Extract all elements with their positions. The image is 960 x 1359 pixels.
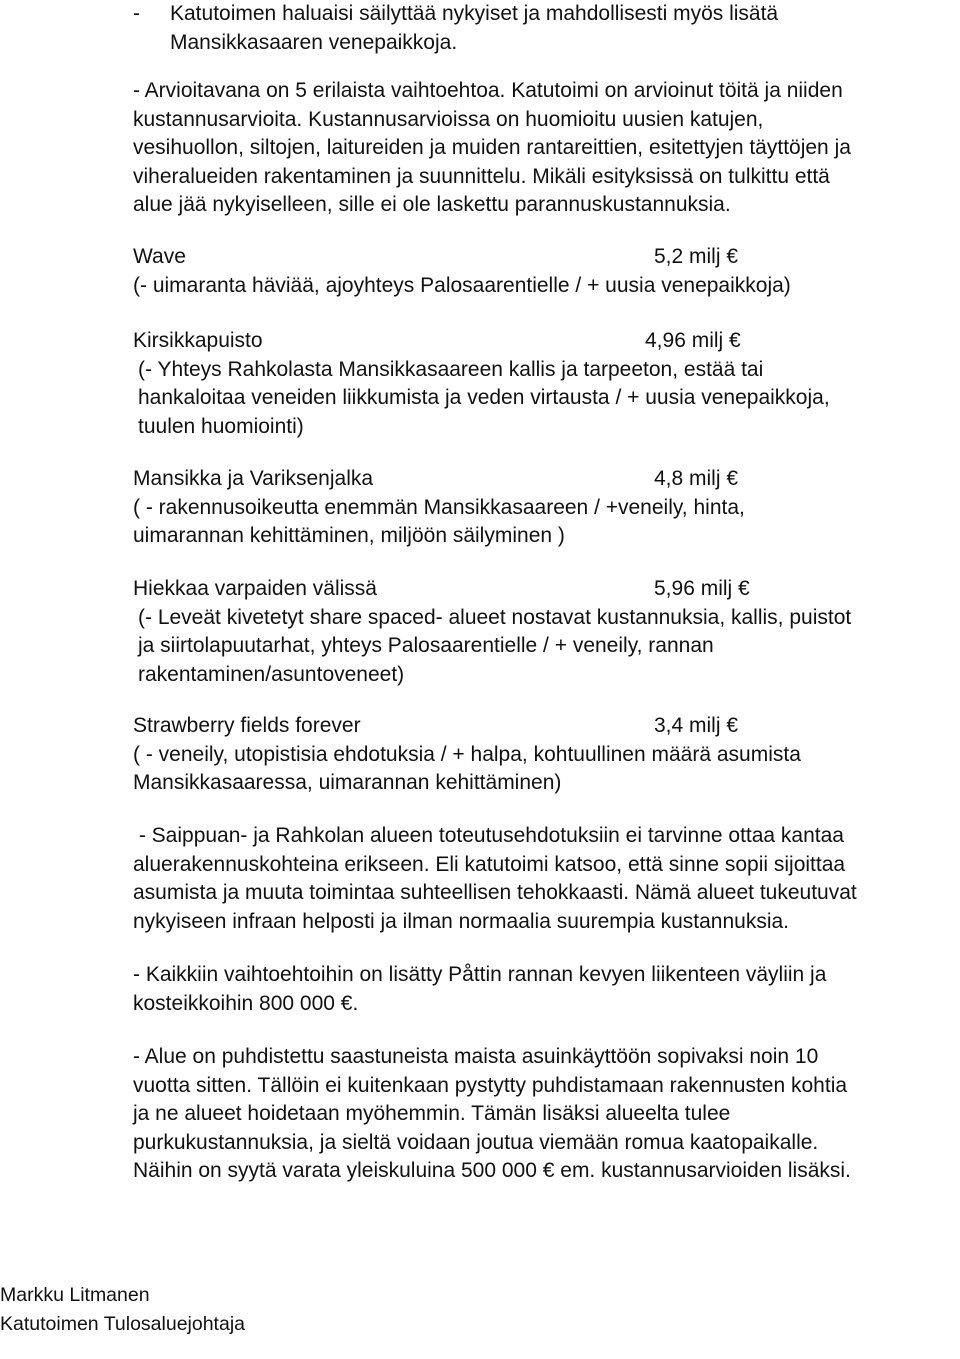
patti-paragraph [133, 961, 960, 1018]
option-cost: 5,96 milj € [654, 577, 750, 600]
option-cost: 5,2 milj € [654, 245, 739, 268]
option-description [133, 741, 960, 798]
option-hiekkaa-varpaiden-valissa [133, 575, 960, 689]
text-line: - Arvioitavana on 5 erilaista vaihtoehtoa. Katutoimi on arvioinut töitä ja niiden [133, 79, 843, 102]
option-cost: 4,8 milj € [654, 467, 739, 490]
assessment-paragraph [133, 77, 960, 220]
option-name: Mansikka ja Variksenjalka [133, 467, 374, 490]
text-line: alue jää nykyiselleen, sille ei ole laskettu parannuskustannuksia. [133, 193, 731, 216]
option-description [133, 356, 960, 442]
option-name: Hiekkaa varpaiden välissä [133, 577, 377, 600]
signature-block [0, 1281, 245, 1339]
option-mansikka-ja-variksenjalka [133, 465, 960, 551]
option-description [133, 494, 960, 551]
text-line: (- Leveät kivetetyt share spaced- alueet nostavat kustannuksia, kallis, puistot [138, 605, 852, 629]
text-line: uimarannan kehittäminen, miljöön säilyminen ) [133, 524, 565, 547]
text-line: viheralueiden rakentaminen ja suunnittelu. Mikäli esityksissä on tulkittu että [133, 164, 830, 188]
bullet-dash: - [133, 2, 140, 25]
intro-bullet-text [170, 0, 778, 57]
text-line: kosteikkoihin 800 000 €. [133, 991, 359, 1015]
text-line: Mansikkasaaressa, uimarannan kehittäminen) [133, 771, 562, 794]
text-line: - Alue on puhdistettu saastuneista maista asuinkäyttöön sopivaksi noin 10 [133, 1045, 819, 1068]
text-line: aluerakennuskohteina erikseen. Eli katutoimi katsoo, että sinne sopii sijoittaa [133, 852, 846, 876]
text-line: (- uimaranta häviää, ajoyhteys Palosaarentielle / + uusia venepaikkoja) [133, 273, 791, 297]
signatory-name: Markku Litmanen [0, 1284, 150, 1306]
text-line: ja ne alueet hoidetaan myöhemmin. Tämän lisäksi alueelta tulee [133, 1102, 731, 1125]
text-line: ( - rakennusoikeutta enemmän Mansikkasaareen / +veneily, hinta, [133, 495, 745, 519]
text-line: tuulen huomiointi) [138, 414, 304, 438]
text-line: ja siirtolapuutarhat, yhteys Palosaarentielle / + veneily, rannan [138, 634, 714, 657]
text-line: ( - veneily, utopistisia ehdotuksia / + halpa, kohtuullinen määrä asumista [133, 742, 801, 766]
cleanup-paragraph [133, 1043, 960, 1186]
option-name: Wave [133, 245, 186, 268]
option-strawberry-fields-forever [133, 712, 960, 798]
option-description [133, 604, 960, 690]
text-line: vesihuollon, siltojen, laitureiden ja muiden rantareittien, esitettyjen täyttöjen ja [133, 136, 851, 159]
signatory-title: Katutoimen Tulosaluejohtaja [0, 1313, 245, 1335]
text-line: nykyiseen infraan helposti ja ilman normaalia suurempia kustannuksia. [133, 909, 790, 933]
option-name: Kirsikkapuisto [133, 329, 263, 352]
text-line: purkukustannuksia, ja sieltä voidaan joutua viemään romua kaatopaikalle. [133, 1130, 819, 1154]
text-line: (- Yhteys Rahkolasta Mansikkasaareen kallis ja tarpeeton, estää tai [138, 357, 764, 381]
text-line: kustannusarvioita. Kustannusarvioissa on huomioitu uusien katujen, [133, 107, 764, 131]
text-line: Näihin on syytä varata yleiskuluina 500 000 € em. kustannusarvioiden lisäksi. [133, 1159, 851, 1182]
text-line: - Saippuan- ja Rahkolan alueen toteutusehdotuksiin ei tarvinne ottaa kantaa [133, 824, 844, 847]
text-line: Katutoimen haluaisi säilyttää nykyiset ja mahdollisesti myös lisätä [170, 2, 779, 25]
text-line: vuotta sitten. Tällöin ei kuitenkaan pystytty puhdistamaan rakennusten kohtia [133, 1073, 848, 1097]
saippua-rahkola-paragraph [133, 822, 960, 936]
option-cost: 3,4 milj € [654, 714, 739, 737]
option-name: Strawberry fields forever [133, 714, 361, 737]
text-line: asumista ja muuta toimintaa suhteellisen tehokkaasti. Nämä alueet tukeutuvat [133, 881, 857, 904]
text-line: rakentaminen/asuntoveneet) [138, 662, 405, 686]
option-kirsikkapuisto [133, 327, 960, 441]
text-line: - Kaikkiin vaihtoehtoihin on lisätty Påttin rannan kevyen liikenteen väyliin ja [133, 963, 827, 986]
option-wave [133, 243, 960, 300]
text-line: Mansikkasaaren venepaikkoja. [170, 30, 458, 54]
option-cost: 4,96 milj € [645, 329, 741, 352]
text-line: hankaloitaa veneiden liikkumista ja veden virtausta / + uusia venepaikkoja, [138, 386, 830, 409]
option-description [133, 272, 960, 301]
